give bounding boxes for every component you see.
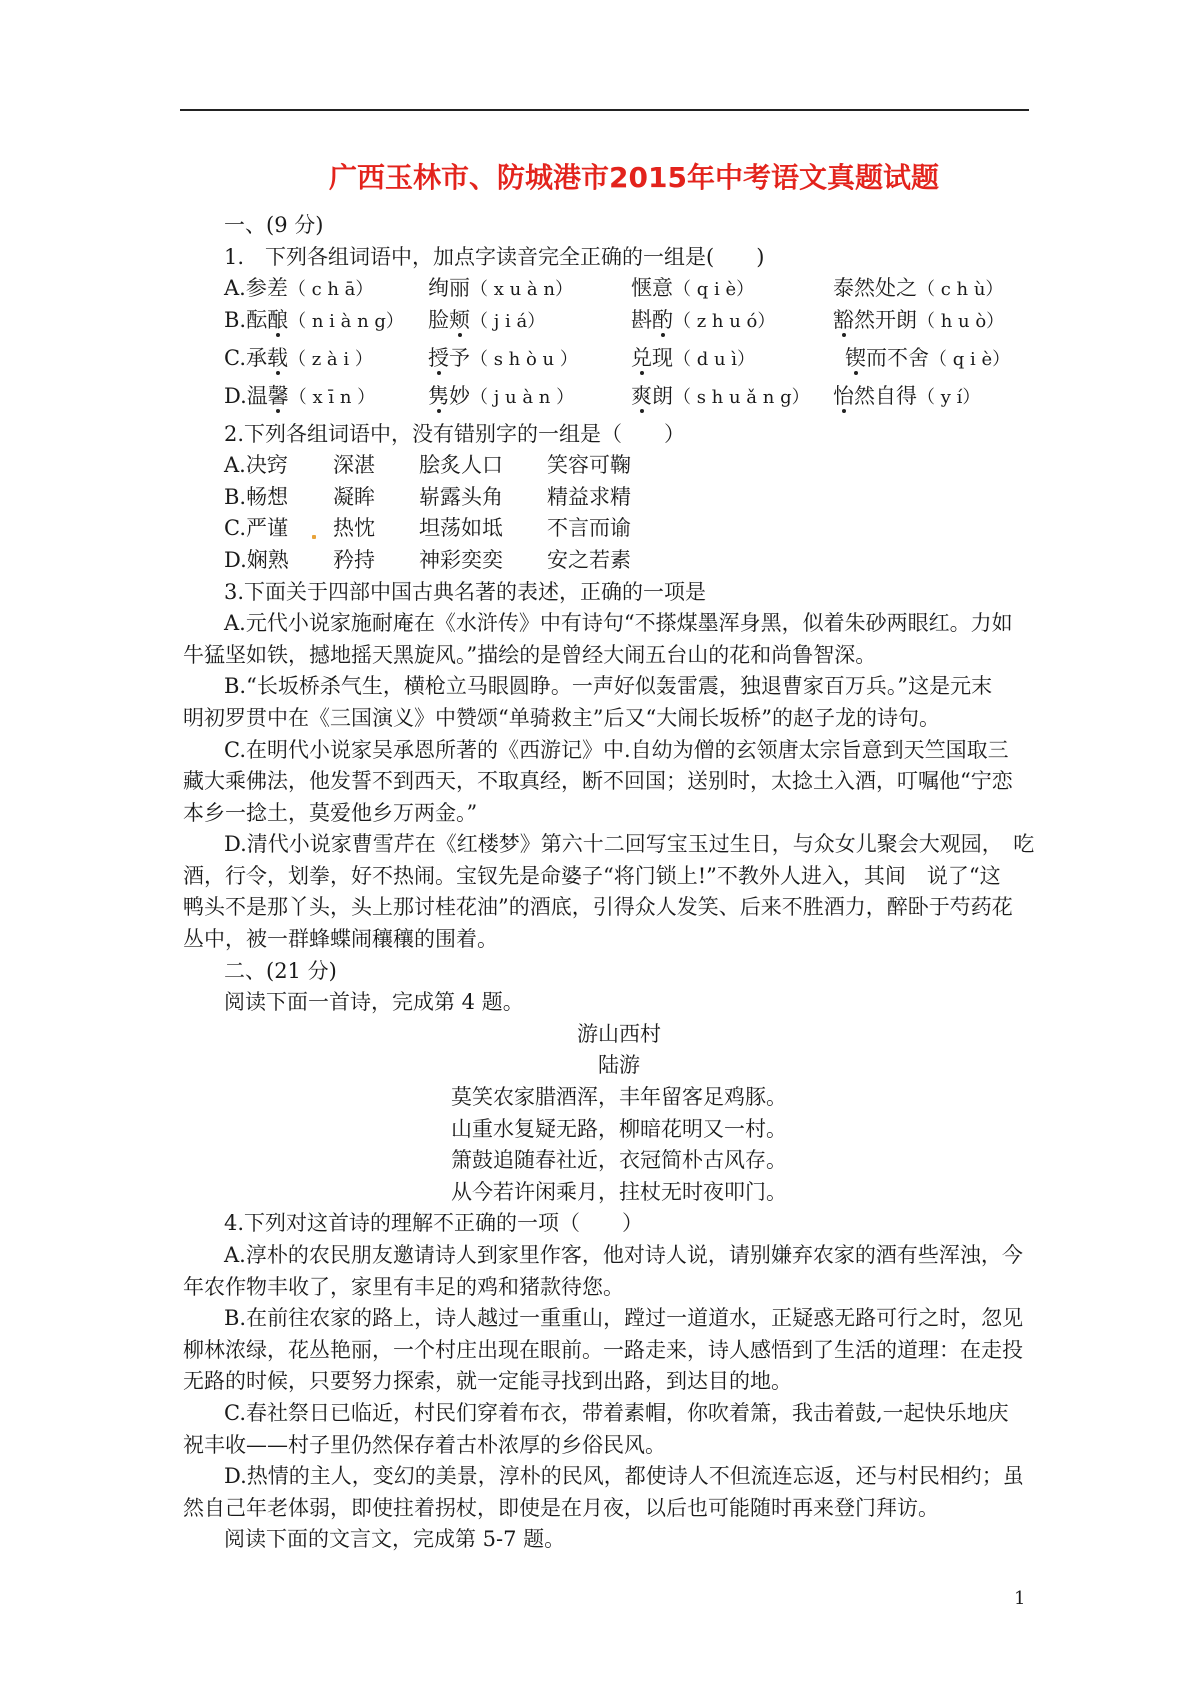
q2-option-row-a <box>183 450 1025 482</box>
poem-line: 从今若许闲乘月，拄杖无时夜叩门。 <box>451 1179 787 1204</box>
pinyin: （ s h ò u ） <box>470 349 578 371</box>
word-text: C.承 <box>224 346 267 371</box>
dotted-char: 怡 <box>833 383 854 408</box>
q1-option-cell <box>224 343 373 376</box>
q2-word: 深湛 <box>333 453 375 478</box>
q2-word: 安之若素 <box>547 547 631 572</box>
q2-word: 崭露头角 <box>419 484 503 509</box>
q2-word: 坦荡如坻 <box>419 516 503 541</box>
word-text: A.参差 <box>224 276 288 301</box>
pinyin: （ n i à n g） <box>288 310 404 332</box>
dotted-char: 酌 <box>652 307 673 332</box>
poem-line: 山重水复疑无路，柳暗花明又一村。 <box>451 1116 787 1141</box>
word-text: 然开朗 <box>854 307 917 332</box>
pinyin: （ x ī n ） <box>288 386 376 408</box>
pinyin: （ x u à n） <box>470 279 573 301</box>
dotted-char: 颊 <box>449 307 470 332</box>
classical-reading-instruction: 阅读下面的文言文，完成第 5-7 题。 <box>224 1527 566 1552</box>
q2-word: 笑容可鞠 <box>547 453 631 478</box>
q4-option-d-line: D.热情的主人，变幻的美景，淳朴的民风，都使诗人不但流连忘返，还与村民相约；虽 <box>224 1464 1024 1489</box>
pinyin: （ c h ā） <box>287 279 374 301</box>
dotted-char: 豁 <box>833 307 854 332</box>
q2-word: B.畅想 <box>224 484 289 509</box>
q1-option-cell <box>631 305 775 338</box>
word-text: B.酝 <box>224 307 268 332</box>
q3-stem: 3.下面关于四部中国古典名著的表述，正确的一项是 <box>224 579 707 604</box>
word-text: 脸 <box>428 307 449 332</box>
word-text: 朗 <box>652 383 673 408</box>
q1-option-row-a <box>183 273 1025 305</box>
q4-option-b-line: 无路的时候，只要努力探索，就一定能寻找到出路，到达目的地。 <box>183 1369 792 1394</box>
q4-option-d-line: 然自己年老体弱，即使拄着拐杖，即使是在月夜，以后也可能随时再来登门拜访。 <box>183 1495 939 1520</box>
q1-option-row-d <box>183 381 1025 413</box>
poem-line: 箫鼓追随春社近，衣冠简朴古风存。 <box>451 1148 787 1173</box>
q2-word: 神彩奕奕 <box>419 547 503 572</box>
q2-word: 矜持 <box>333 547 375 572</box>
pinyin: （ d u ì） <box>673 349 756 371</box>
q1-option-cell <box>833 273 1003 306</box>
pinyin: （ z h u ó） <box>673 310 776 332</box>
word-text: 现 <box>652 346 673 371</box>
dotted-char: 隽 <box>428 383 449 408</box>
pinyin: （ q i è） <box>673 279 755 301</box>
poem-line: 莫笑农家腊酒浑，丰年留客足鸡豚。 <box>451 1085 787 1110</box>
word-text: 绚丽 <box>428 276 470 301</box>
page-title: 广西玉林市、防城港市2015年中考语文真题试题 <box>329 161 939 194</box>
q1-option-cell <box>224 273 373 306</box>
q2-word: 不言而谕 <box>547 516 631 541</box>
word-text: 泰然处之 <box>833 276 917 301</box>
pinyin: （ h u ò） <box>917 310 1005 332</box>
q2-word: 凝眸 <box>333 484 375 509</box>
pinyin: （ z à i ） <box>288 349 373 371</box>
q3-option-d-line: 鸭头不是那丫头，头上那讨桂花油”的酒底，引得众人发笑、后来不胜酒力，醉卧于芍药花 <box>183 895 1013 920</box>
q1-stem: 1. 下列各组词语中，加点字读音完全正确的一组是( ) <box>224 244 765 269</box>
q3-option-a-line: A.元代小说家施耐庵在《水浒传》中有诗句“不搽煤墨浑身黑，似着朱砂两眼红。力如 <box>224 611 1013 636</box>
q2-option-row-b <box>183 482 1025 514</box>
q4-option-c-line: C.春社祭日已临近，村民们穿着布衣，带着素帽，你吹着箫，我击着鼓,一起快乐地庆 <box>224 1400 1009 1425</box>
pinyin: （ c h ù） <box>917 279 1004 301</box>
word-text: 而不舍 <box>866 346 929 371</box>
q1-option-cell <box>833 305 1004 338</box>
section-heading-2: 二、(21 分) <box>224 958 337 983</box>
q2-word: D.娴熟 <box>224 547 289 572</box>
stray-mark <box>312 535 316 539</box>
dotted-char: 锲 <box>845 346 866 371</box>
pinyin: （ j u à n ） <box>470 386 575 408</box>
q1-option-cell <box>428 343 578 376</box>
section-heading-1: 一、(9 分) <box>224 213 324 237</box>
q3-option-d-line: 丛中，被一群蜂蝶闹穰穰的围着。 <box>183 927 498 952</box>
q1-option-cell <box>845 343 1010 376</box>
q4-stem: 4.下列对这首诗的理解不正确的一项（ ） <box>224 1211 644 1236</box>
word-text: 惬意 <box>631 276 673 301</box>
q2-word: 脍炙人口 <box>419 453 503 478</box>
q2-option-row-c <box>183 513 1025 545</box>
q2-word: 热忱 <box>333 516 375 541</box>
q1-option-cell <box>224 305 404 338</box>
page-number: 1 <box>1014 1588 1026 1609</box>
word-text: 妙 <box>449 383 470 408</box>
word-text: 予 <box>449 346 470 371</box>
q1-option-cell <box>428 381 574 414</box>
pinyin: （ y í） <box>917 386 981 408</box>
q2-option-row-d <box>183 545 1025 577</box>
dotted-char: 兑 <box>631 346 652 371</box>
q3-option-b-line: B.“长坂桥杀气生，横枪立马眼圆睁。一声好似轰雷震，独退曹家百万兵。”这是元末 <box>224 674 993 699</box>
q4-option-b-line: B.在前往农家的路上，诗人越过一重重山，蹚过一道道水，正疑惑无路可行之时，忽见 <box>224 1306 1024 1331</box>
q1-option-cell <box>833 381 980 414</box>
q1-option-cell <box>224 381 375 414</box>
q3-option-b-line: 明初罗贯中在《三国演义》中赞颂“单骑救主”后又“大闹长坂桥”的赵子龙的诗句。 <box>183 705 940 730</box>
word-text: 斟 <box>631 307 652 332</box>
q1-option-row-b <box>183 305 1025 337</box>
q3-option-c-line: 藏大乘佛法，他发誓不到西天，不取真经，断不回国；送别时，太捻土入酒，叮嘱他“宁恋 <box>183 769 1013 794</box>
header-rule <box>180 109 1029 111</box>
dotted-char: 酿 <box>267 307 289 332</box>
word-text: 然自得 <box>854 383 917 408</box>
q4-option-a-line: A.淳朴的农民朋友邀请诗人到家里作客，他对诗人说，请别嫌弃农家的酒有些浑浊，今 <box>224 1243 1023 1267</box>
q1-option-row-c <box>183 343 1025 375</box>
q1-option-cell <box>428 305 545 338</box>
q3-option-a-line: 牛猛坚如铁，撼地摇天黑旋风。”描绘的是曾经大闹五台山的花和尚鲁智深。 <box>183 642 877 667</box>
q1-option-cell <box>631 381 810 414</box>
q2-word: A.决窍 <box>224 453 288 478</box>
q4-option-b-line: 柳林浓绿，花丛艳丽，一个村庄出现在眼前。一路走来，诗人感悟到了生活的道理：在走投 <box>183 1337 1023 1362</box>
pinyin: （ j i á） <box>470 310 546 332</box>
q3-option-d-line: D.清代小说家曹雪芹在《红楼梦》第六十二回写宝玉过生日，与众女儿聚会大观园， 吃 <box>224 832 1035 857</box>
pinyin: （ s h u ǎ n g） <box>673 386 810 408</box>
pinyin: （ q i è） <box>929 349 1011 371</box>
q1-option-cell <box>631 273 754 306</box>
q1-option-cell <box>428 273 573 306</box>
reading-instruction: 阅读下面一首诗，完成第 4 题。 <box>224 990 524 1015</box>
q2-word: C.严谨 <box>224 516 288 541</box>
q2-word: 精益求精 <box>547 484 631 509</box>
dotted-char: 授 <box>428 346 449 371</box>
q2-stem: 2.下列各组词语中，没有错别字的一组是（ ） <box>224 421 686 446</box>
word-text: D.温 <box>224 383 268 408</box>
q3-option-c-line: 本乡一捻土，莫爱他乡万两金。” <box>183 800 478 825</box>
exam-body <box>183 210 1035 1556</box>
dotted-char: 载 <box>267 346 288 371</box>
q3-option-c-line: C.在明代小说家吴承恩所著的《西游记》中.自幼为僧的玄领唐太宗旨意到天竺国取三 <box>224 737 1009 762</box>
poem-author: 陆游 <box>598 1053 640 1078</box>
q3-option-d-line: 酒，行令，划拳，好不热闹。宝钗先是命婆子“将门锁上!”不教外人进入，其间 说了“这 <box>183 863 1001 888</box>
q1-option-cell <box>631 343 755 376</box>
poem-title: 游山西村 <box>577 1021 661 1046</box>
dotted-char: 爽 <box>631 383 652 408</box>
q4-option-c-line: 祝丰收——村子里仍然保存着古朴浓厚的乡俗民风。 <box>183 1432 666 1457</box>
dotted-char: 馨 <box>267 383 289 408</box>
q4-option-a-line: 年农作物丰收了，家里有丰足的鸡和猪款待您。 <box>183 1274 624 1299</box>
